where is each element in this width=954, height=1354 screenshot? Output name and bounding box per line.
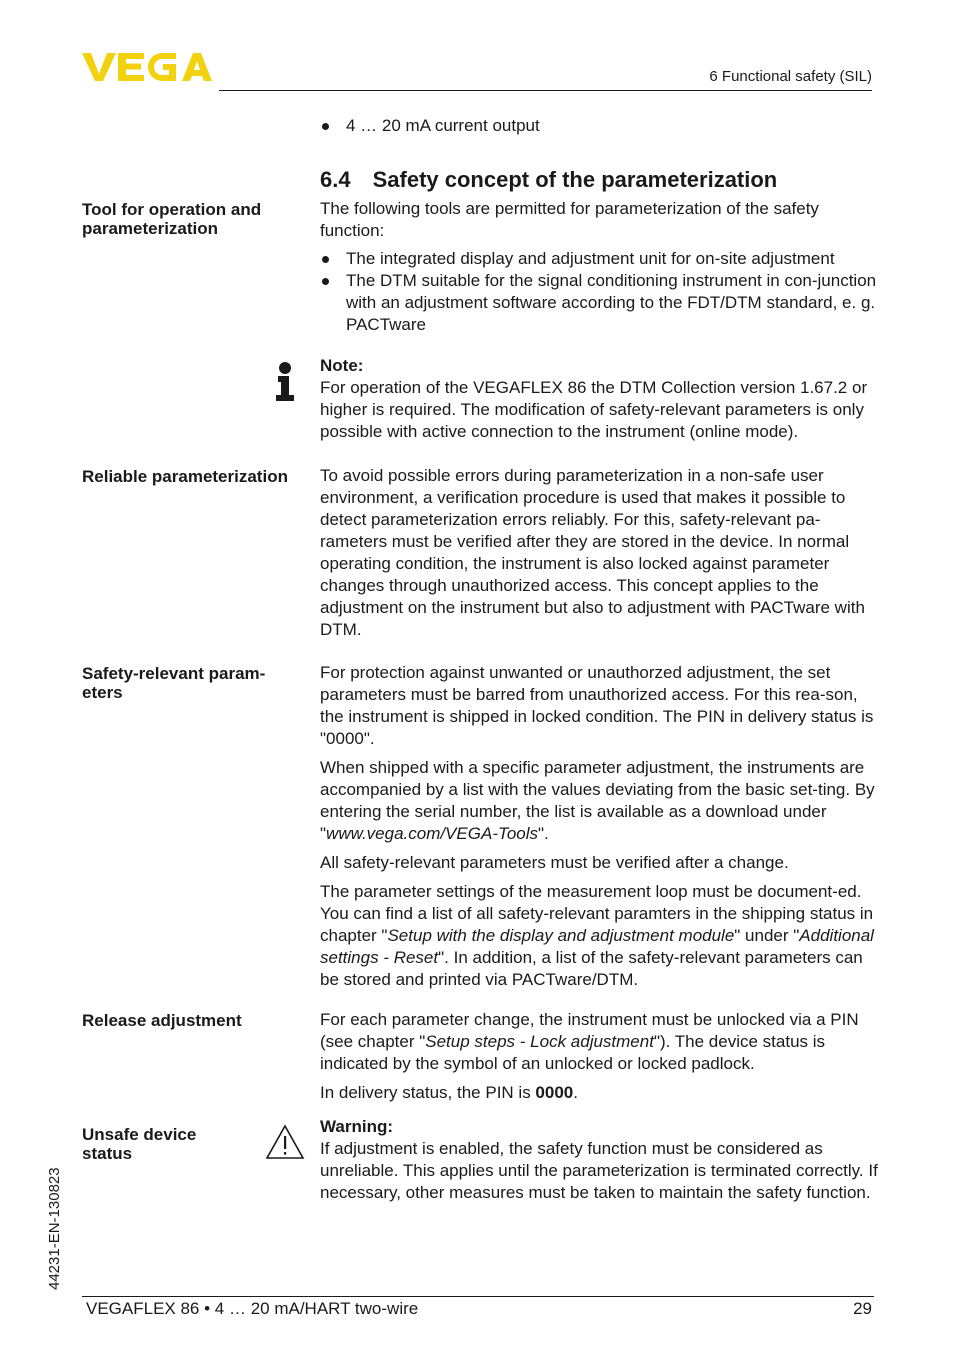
params-p4-text: The parameter settings of the measurement loop must be document-ed. You can find a list of all safety-relevant paramters in the shipping status in chapter " bbox=[320, 882, 874, 945]
release-p2-text: In delivery status, the PIN is bbox=[320, 1083, 536, 1102]
footer-rule bbox=[82, 1296, 874, 1297]
tools-link[interactable]: www.vega.com/VEGA-Tools bbox=[326, 824, 538, 843]
section-title: Safety concept of the parameterization bbox=[372, 167, 778, 192]
tool-intro: The following tools are permitted for parameterization of the safety function: bbox=[320, 199, 819, 240]
section-number: 6.4 bbox=[320, 167, 351, 192]
params-paragraph-3: All safety-relevant parameters must be verified after a change. bbox=[320, 853, 789, 872]
warning-text: If adjustment is enabled, the safety function must be considered as unreliable. This applies until the parameterization is terminated correctly. If necessary, other measures must be taken to maintain the safety function. bbox=[320, 1139, 878, 1202]
pin-value: 0000 bbox=[535, 1083, 574, 1102]
note-text: For operation of the VEGAFLEX 86 the DTM Collection version 1.67.2 or higher is required. The modification of safety-relevant parameters is only possible with active connection to the instrument (online mode). bbox=[320, 378, 868, 441]
header-rule bbox=[219, 90, 872, 91]
params-p4-mid: " under " bbox=[734, 926, 800, 945]
page-number: 29 bbox=[853, 1299, 872, 1318]
note-title: Note: bbox=[320, 356, 364, 375]
release-p1-end: "). The device status is indicated by the symbol of an unlocked or locked padlock. bbox=[320, 1032, 826, 1073]
sidebar-label-params: Safety-relevant param-eters bbox=[82, 664, 266, 702]
top-bullet-item: 4 … 20 mA current output bbox=[320, 115, 906, 137]
params-block bbox=[320, 662, 880, 991]
warning-block bbox=[320, 1116, 880, 1204]
list-item: The DTM suitable for the signal conditioning instrument in con-junction with an adjustment software according to the FDT/DTM standard, e. g. PACTware bbox=[320, 270, 880, 336]
footer-product: VEGAFLEX 86 • 4 … 20 mA/HART two-wire bbox=[86, 1299, 419, 1318]
section-heading bbox=[320, 167, 777, 193]
reliable-text: To avoid possible errors during parameterization in a non-safe user environment, a verification procedure is used that makes it possible to detect parameterization errors reliably. For this, safety-relevant pa-rameters must be verified after they are stored in the device. In normal operating condition, the instrument is also locked against parameter changes through unauthorized access. This concept applies to the adjustment on the instrument but also to adjustment with PACTware with DTM. bbox=[320, 466, 865, 639]
warning-title: Warning: bbox=[320, 1117, 394, 1136]
params-paragraph-2 bbox=[320, 757, 880, 845]
params-paragraph-1: For protection against unwanted or unauthorzed adjustment, the set parameters must be barred from unauthorized access. For this rea-son, the instrument is shipped in locked condition. The PIN in delivery status is "0000". bbox=[320, 663, 874, 748]
vega-logo bbox=[82, 50, 212, 84]
header-section-title: 6 Functional safety (SIL) bbox=[709, 68, 872, 85]
note-block bbox=[320, 355, 880, 443]
sidebar-label-reliable: Reliable parameterization bbox=[82, 467, 288, 486]
params-paragraph-4 bbox=[320, 881, 880, 991]
params-p4-end: ". In addition, a list of the safety-relevant parameters can be stored and printed via PACTware/DTM. bbox=[320, 948, 863, 989]
sidebar-label-tool: Tool for operation and parameterization bbox=[82, 200, 262, 238]
chapter-reference: Setup steps - Lock adjustment bbox=[425, 1032, 654, 1051]
release-block bbox=[320, 1009, 880, 1104]
sidebar-label-warning: Unsafe device status bbox=[82, 1125, 197, 1163]
sidebar-label-release: Release adjustment bbox=[82, 1011, 242, 1030]
list-item: The integrated display and adjustment unit for on-site adjustment bbox=[320, 248, 880, 270]
release-p2-end: . bbox=[573, 1083, 578, 1102]
tool-block bbox=[320, 198, 880, 336]
document-code: 44231-EN-130823 bbox=[46, 1167, 63, 1290]
release-paragraph-1 bbox=[320, 1009, 880, 1075]
release-paragraph-2 bbox=[320, 1082, 880, 1104]
info-icon bbox=[275, 362, 295, 402]
release-p1-text: For each parameter change, the instrument must be unlocked via a PIN (see chapter " bbox=[320, 1010, 859, 1051]
params-p2-text: When shipped with a specific parameter adjustment, the instruments are accompanied by a list with the values deviating from the basic set-ting. By entering the serial number, the list is available as a download under " bbox=[320, 758, 875, 843]
params-p2-end: ". bbox=[538, 824, 549, 843]
warning-icon bbox=[265, 1124, 305, 1160]
menu-reference: Additional settings - Reset bbox=[320, 926, 874, 967]
chapter-reference: Setup with the display and adjustment module bbox=[387, 926, 735, 945]
